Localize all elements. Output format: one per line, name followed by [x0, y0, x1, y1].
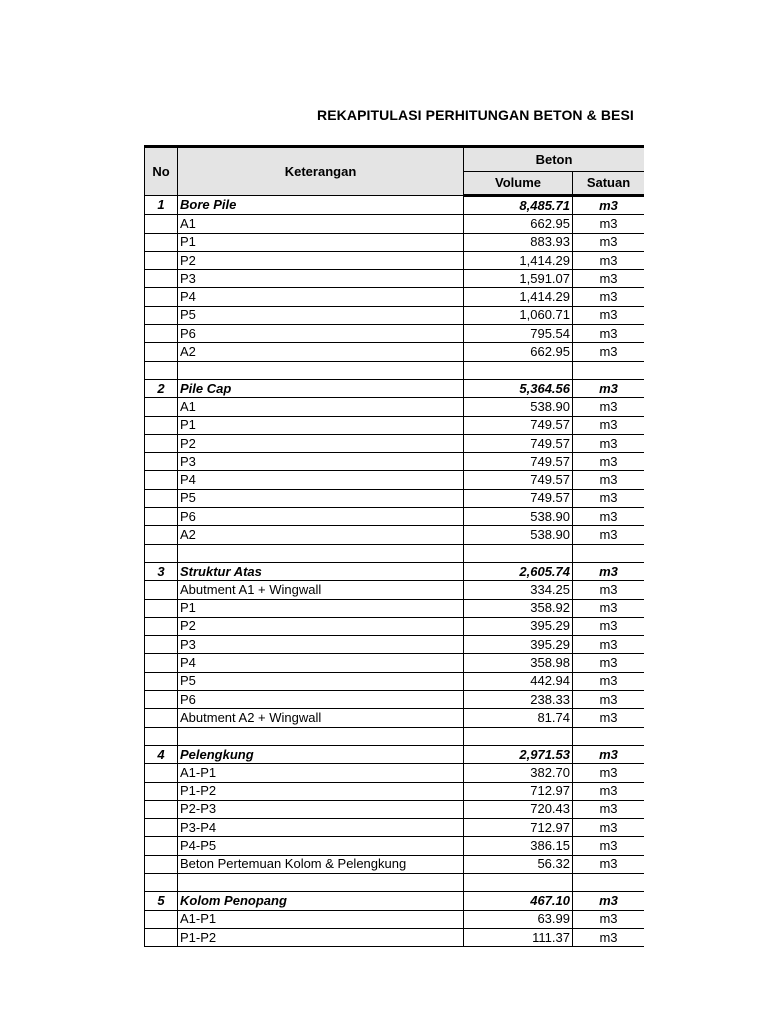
table-row — [145, 782, 645, 800]
table-row — [145, 489, 645, 507]
row-volume: 334.25 — [464, 581, 573, 599]
row-description: Pile Cap — [178, 379, 464, 397]
row-number — [145, 617, 178, 635]
section-row — [145, 745, 645, 763]
row-unit — [573, 727, 645, 745]
row-volume: 386.15 — [464, 837, 573, 855]
row-number — [145, 361, 178, 379]
row-number — [145, 489, 178, 507]
section-row — [145, 892, 645, 910]
row-description: P1-P2 — [178, 782, 464, 800]
row-volume: 111.37 — [464, 928, 573, 946]
row-volume: 63.99 — [464, 910, 573, 928]
row-number — [145, 764, 178, 782]
row-volume: 1,060.71 — [464, 306, 573, 324]
row-unit: m3 — [573, 672, 645, 690]
row-description — [178, 544, 464, 562]
table-row — [145, 617, 645, 635]
row-description: P2 — [178, 617, 464, 635]
row-volume: 749.57 — [464, 434, 573, 452]
row-number — [145, 855, 178, 873]
table-row — [145, 233, 645, 251]
row-volume — [464, 727, 573, 745]
row-number — [145, 910, 178, 928]
row-description: Bore Pile — [178, 196, 464, 215]
row-volume: 5,364.56 — [464, 379, 573, 397]
row-unit: m3 — [573, 288, 645, 306]
row-number — [145, 599, 178, 617]
row-volume: 442.94 — [464, 672, 573, 690]
table-row — [145, 215, 645, 233]
row-number: 4 — [145, 745, 178, 763]
row-number — [145, 288, 178, 306]
row-number: 3 — [145, 562, 178, 580]
row-unit: m3 — [573, 581, 645, 599]
row-description — [178, 361, 464, 379]
row-description: A2 — [178, 343, 464, 361]
section-row — [145, 562, 645, 580]
row-unit — [573, 544, 645, 562]
row-volume: 81.74 — [464, 709, 573, 727]
row-unit: m3 — [573, 196, 645, 215]
row-unit — [573, 361, 645, 379]
header-keterangan: Keterangan — [178, 147, 464, 196]
table-row — [145, 636, 645, 654]
row-number — [145, 325, 178, 343]
table-row — [145, 581, 645, 599]
section-row — [145, 379, 645, 397]
row-volume: 720.43 — [464, 800, 573, 818]
row-number — [145, 782, 178, 800]
row-unit: m3 — [573, 617, 645, 635]
row-description: A1 — [178, 398, 464, 416]
row-volume: 395.29 — [464, 636, 573, 654]
row-number — [145, 215, 178, 233]
row-unit: m3 — [573, 599, 645, 617]
row-unit: m3 — [573, 691, 645, 709]
row-description: P4 — [178, 654, 464, 672]
row-description: P4 — [178, 288, 464, 306]
row-unit: m3 — [573, 379, 645, 397]
row-number — [145, 691, 178, 709]
row-description: Abutment A1 + Wingwall — [178, 581, 464, 599]
row-volume: 395.29 — [464, 617, 573, 635]
blank-row — [145, 873, 645, 891]
row-unit: m3 — [573, 910, 645, 928]
row-unit — [573, 873, 645, 891]
table-row — [145, 508, 645, 526]
row-volume: 538.90 — [464, 526, 573, 544]
table-row — [145, 306, 645, 324]
table-row — [145, 416, 645, 434]
row-description: P1 — [178, 233, 464, 251]
row-description: P1 — [178, 416, 464, 434]
table-row — [145, 855, 645, 873]
row-description — [178, 873, 464, 891]
row-unit: m3 — [573, 800, 645, 818]
row-number — [145, 343, 178, 361]
row-number — [145, 727, 178, 745]
row-description: Struktur Atas — [178, 562, 464, 580]
row-volume: 712.97 — [464, 782, 573, 800]
row-number — [145, 508, 178, 526]
row-unit: m3 — [573, 215, 645, 233]
row-unit: m3 — [573, 855, 645, 873]
row-number: 1 — [145, 196, 178, 215]
row-number — [145, 233, 178, 251]
header-satuan: Satuan — [573, 172, 645, 196]
row-description: P5 — [178, 489, 464, 507]
row-description: A2 — [178, 526, 464, 544]
row-description: P4 — [178, 471, 464, 489]
header-beton: Beton — [464, 147, 645, 172]
row-number — [145, 306, 178, 324]
row-description: P6 — [178, 508, 464, 526]
row-volume: 883.93 — [464, 233, 573, 251]
row-unit: m3 — [573, 562, 645, 580]
row-description: P2 — [178, 251, 464, 269]
row-description: P1 — [178, 599, 464, 617]
blank-row — [145, 361, 645, 379]
table-row — [145, 599, 645, 617]
row-number — [145, 800, 178, 818]
row-unit: m3 — [573, 819, 645, 837]
table-row — [145, 928, 645, 946]
row-volume: 749.57 — [464, 489, 573, 507]
row-unit: m3 — [573, 398, 645, 416]
blank-row — [145, 727, 645, 745]
row-number — [145, 526, 178, 544]
table-row — [145, 398, 645, 416]
row-number — [145, 928, 178, 946]
table-row — [145, 837, 645, 855]
table-row — [145, 288, 645, 306]
row-number — [145, 672, 178, 690]
page-title: REKAPITULASI PERHITUNGAN BETON & BESI — [317, 107, 634, 123]
row-description: Pelengkung — [178, 745, 464, 763]
row-unit: m3 — [573, 416, 645, 434]
row-volume: 662.95 — [464, 215, 573, 233]
table-row — [145, 672, 645, 690]
section-row — [145, 196, 645, 215]
row-unit: m3 — [573, 251, 645, 269]
row-number — [145, 453, 178, 471]
table-row — [145, 251, 645, 269]
table-row — [145, 434, 645, 452]
table-row — [145, 526, 645, 544]
row-unit: m3 — [573, 434, 645, 452]
row-unit: m3 — [573, 745, 645, 763]
row-volume: 749.57 — [464, 471, 573, 489]
row-volume: 56.32 — [464, 855, 573, 873]
row-number — [145, 270, 178, 288]
row-number — [145, 581, 178, 599]
table-row — [145, 764, 645, 782]
row-description: P3 — [178, 636, 464, 654]
table-body — [145, 196, 645, 947]
table-row — [145, 325, 645, 343]
row-unit: m3 — [573, 453, 645, 471]
row-unit: m3 — [573, 270, 645, 288]
row-number: 5 — [145, 892, 178, 910]
row-description: A1 — [178, 215, 464, 233]
row-unit: m3 — [573, 508, 645, 526]
row-description: P6 — [178, 691, 464, 709]
table-row — [145, 453, 645, 471]
table-row — [145, 910, 645, 928]
row-number — [145, 544, 178, 562]
row-unit: m3 — [573, 837, 645, 855]
row-description: P5 — [178, 672, 464, 690]
row-volume: 467.10 — [464, 892, 573, 910]
row-description: P1-P2 — [178, 928, 464, 946]
row-unit: m3 — [573, 233, 645, 251]
blank-row — [145, 544, 645, 562]
row-description: P3 — [178, 453, 464, 471]
row-unit: m3 — [573, 928, 645, 946]
row-volume: 749.57 — [464, 453, 573, 471]
table-row — [145, 270, 645, 288]
row-number — [145, 471, 178, 489]
row-unit: m3 — [573, 526, 645, 544]
row-volume: 795.54 — [464, 325, 573, 343]
row-description: P4-P5 — [178, 837, 464, 855]
row-description: P6 — [178, 325, 464, 343]
table-row — [145, 819, 645, 837]
table-row — [145, 709, 645, 727]
row-number — [145, 416, 178, 434]
row-description: Kolom Penopang — [178, 892, 464, 910]
row-description: A1-P1 — [178, 764, 464, 782]
row-number — [145, 654, 178, 672]
row-unit: m3 — [573, 782, 645, 800]
row-number — [145, 709, 178, 727]
row-volume: 749.57 — [464, 416, 573, 434]
row-volume: 1,591.07 — [464, 270, 573, 288]
recap-table — [144, 145, 644, 947]
table-row — [145, 343, 645, 361]
row-unit: m3 — [573, 489, 645, 507]
row-volume: 8,485.71 — [464, 196, 573, 215]
row-volume: 2,971.53 — [464, 745, 573, 763]
row-description: A1-P1 — [178, 910, 464, 928]
table-row — [145, 654, 645, 672]
row-description: P5 — [178, 306, 464, 324]
row-volume: 712.97 — [464, 819, 573, 837]
row-description: Beton Pertemuan Kolom & Pelengkung — [178, 855, 464, 873]
row-volume: 382.70 — [464, 764, 573, 782]
row-volume: 238.33 — [464, 691, 573, 709]
row-unit: m3 — [573, 709, 645, 727]
row-volume — [464, 873, 573, 891]
row-volume — [464, 544, 573, 562]
row-description — [178, 727, 464, 745]
row-volume: 1,414.29 — [464, 288, 573, 306]
header-volume: Volume — [464, 172, 573, 196]
row-volume: 662.95 — [464, 343, 573, 361]
row-volume: 538.90 — [464, 508, 573, 526]
row-volume: 358.98 — [464, 654, 573, 672]
row-unit: m3 — [573, 306, 645, 324]
row-unit: m3 — [573, 654, 645, 672]
row-number — [145, 251, 178, 269]
table-row — [145, 471, 645, 489]
row-volume: 358.92 — [464, 599, 573, 617]
row-description: P2 — [178, 434, 464, 452]
row-unit: m3 — [573, 636, 645, 654]
table-row — [145, 691, 645, 709]
row-description: P3-P4 — [178, 819, 464, 837]
header-no: No — [145, 147, 178, 196]
row-unit: m3 — [573, 471, 645, 489]
row-number: 2 — [145, 379, 178, 397]
row-number — [145, 873, 178, 891]
table-row — [145, 800, 645, 818]
row-number — [145, 398, 178, 416]
recap-table-container — [144, 145, 644, 947]
row-description: P3 — [178, 270, 464, 288]
row-number — [145, 434, 178, 452]
row-unit: m3 — [573, 892, 645, 910]
row-number — [145, 837, 178, 855]
row-volume: 538.90 — [464, 398, 573, 416]
row-number — [145, 819, 178, 837]
row-unit: m3 — [573, 325, 645, 343]
row-number — [145, 636, 178, 654]
row-description: Abutment A2 + Wingwall — [178, 709, 464, 727]
row-unit: m3 — [573, 343, 645, 361]
row-description: P2-P3 — [178, 800, 464, 818]
row-volume — [464, 361, 573, 379]
row-volume: 1,414.29 — [464, 251, 573, 269]
row-unit: m3 — [573, 764, 645, 782]
row-volume: 2,605.74 — [464, 562, 573, 580]
